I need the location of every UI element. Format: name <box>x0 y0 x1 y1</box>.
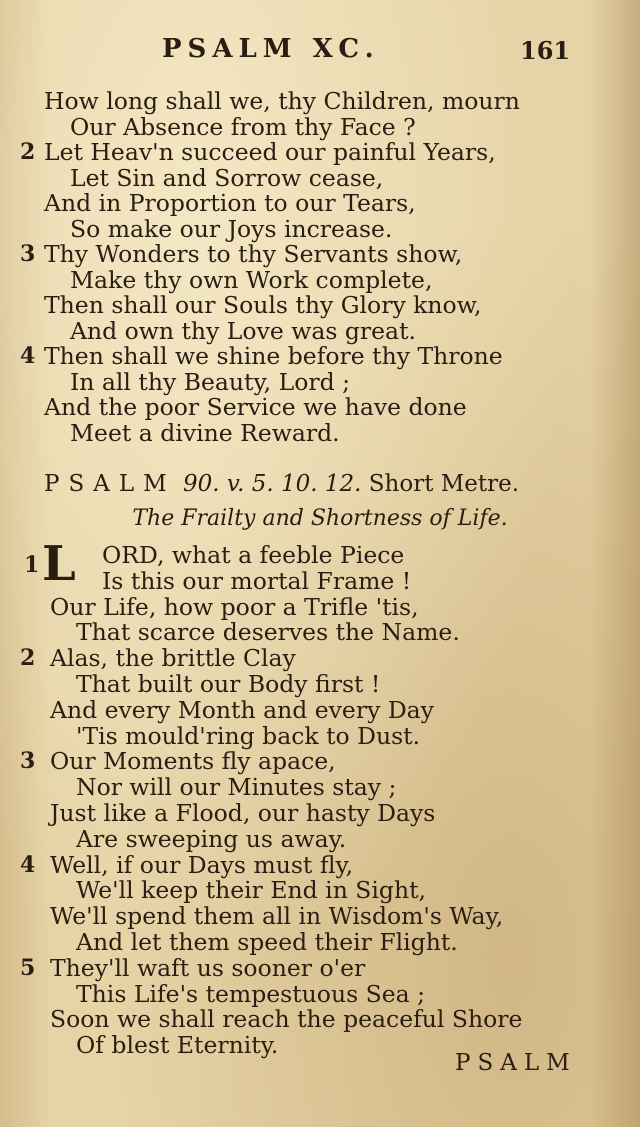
verse-text: In all thy Beauty, Lord ; <box>70 367 351 396</box>
verse-line <box>0 216 640 242</box>
verse-number: 2 <box>20 139 36 165</box>
verse-line <box>0 139 640 165</box>
verse-line <box>0 723 640 749</box>
psalm-heading-label: PSALM <box>44 471 176 497</box>
verse-line <box>0 929 640 955</box>
psalm-heading <box>44 470 519 498</box>
verse-number: 3 <box>20 748 36 775</box>
verse-text: Let Sin and Sorrow cease, <box>70 163 384 192</box>
page-number: 161 <box>520 36 571 65</box>
verse-line <box>0 671 640 697</box>
verse-line <box>0 241 640 267</box>
verse-text: Of blest Eternity. <box>76 1031 279 1060</box>
verse-line <box>0 292 640 318</box>
verse-number: 3 <box>20 241 36 267</box>
verse-text: So make our Joys increase. <box>70 214 393 243</box>
verse-line <box>0 748 640 774</box>
verse-line <box>0 394 640 420</box>
verse-text: Then shall we shine before thy Throne <box>44 342 503 370</box>
verse-number: 4 <box>20 343 36 369</box>
verse-line <box>0 114 640 140</box>
verse-text: We'll spend them all in Wisdom's Way, <box>50 902 504 931</box>
verse-text: And own thy Love was great. <box>70 316 416 345</box>
verse-text: Is this our mortal Frame ! <box>102 566 412 595</box>
verse-text: Then shall our Souls thy Glory know, <box>44 291 482 319</box>
drop-cap: L <box>42 536 76 592</box>
verse-line <box>0 800 640 826</box>
verse-line <box>0 955 640 981</box>
verse-text: Nor will our Minutes stay ; <box>76 773 397 802</box>
page-header <box>0 30 640 70</box>
verse-text: Thy Wonders to thy Servants show, <box>44 240 463 268</box>
verse-line <box>0 877 640 903</box>
verse-text: Our Moments fly apace, <box>50 747 336 776</box>
verse-text: Let Heav'n succeed our painful Years, <box>44 138 496 166</box>
verse-text: Meet a divine Reward. <box>70 418 340 447</box>
verse-number: 1 <box>24 552 40 578</box>
verse-number: 5 <box>20 954 36 981</box>
psalm-heading-reference: 90. v. 5. 10. 12. <box>182 471 362 497</box>
verse-text: Make thy own Work complete, <box>70 265 433 294</box>
catchword: PSALM <box>455 1050 577 1076</box>
verse-line <box>0 852 640 878</box>
verse-text: Our Life, how poor a Trifle 'tis, <box>50 592 419 621</box>
verse-line <box>0 697 640 723</box>
psalm-heading-metre: Short Metre. <box>368 471 520 497</box>
verse-line <box>0 619 640 645</box>
verse-text: That built our Body first ! <box>76 670 381 698</box>
verse-text: They'll waft us sooner o'er <box>50 953 366 982</box>
verse-line <box>0 903 640 929</box>
verse-line <box>0 645 640 671</box>
verse-line <box>0 343 640 369</box>
verse-text: Well, if our Days must fly, <box>50 850 354 879</box>
verse-text: Soon we shall reach the peaceful Shore <box>50 1005 523 1034</box>
verse-text: How long shall we, thy Children, mourn <box>44 87 520 115</box>
verse-text: And in Proportion to our Tears, <box>44 189 416 217</box>
verse-text: This Life's tempestuous Sea ; <box>76 979 426 1008</box>
verse-line <box>0 594 640 620</box>
verse-text: And the poor Service we have done <box>44 393 467 421</box>
running-title: PSALM XC. <box>162 34 380 64</box>
verse-line <box>0 190 640 216</box>
verse-line <box>0 369 640 395</box>
verse-text: 'Tis mould'ring back to Dust. <box>76 721 421 750</box>
verse-line <box>0 267 640 293</box>
verse-text: Alas, the brittle Clay <box>50 644 296 673</box>
verse-line <box>0 165 640 191</box>
verse-line <box>0 88 640 114</box>
verse-text: And every Month and every Day <box>50 695 434 724</box>
psalm-subtitle: The Frailty and Shortness of Life. <box>132 506 508 531</box>
verse-text: ORD, what a feeble Piece <box>102 541 405 569</box>
verse-line <box>0 1006 640 1032</box>
verse-text: Are sweeping us away. <box>76 824 347 853</box>
verse-line <box>0 774 640 800</box>
verse-line <box>0 542 640 568</box>
verse-text: Our Absence from thy Face ? <box>70 112 416 141</box>
verse-line <box>0 826 640 852</box>
verse-number: 4 <box>20 851 36 878</box>
verse-line <box>0 420 640 446</box>
verse-text: We'll keep their End in Sight, <box>76 876 427 905</box>
verse-line <box>0 981 640 1007</box>
verse-text: And let them speed their Flight. <box>76 928 458 956</box>
verse-line <box>0 568 640 594</box>
verse-number: 2 <box>20 645 36 672</box>
verse-text: Just like a Flood, our hasty Days <box>50 799 436 827</box>
verse-text: That scarce deserves the Name. <box>76 618 460 647</box>
verse-line <box>0 318 640 344</box>
